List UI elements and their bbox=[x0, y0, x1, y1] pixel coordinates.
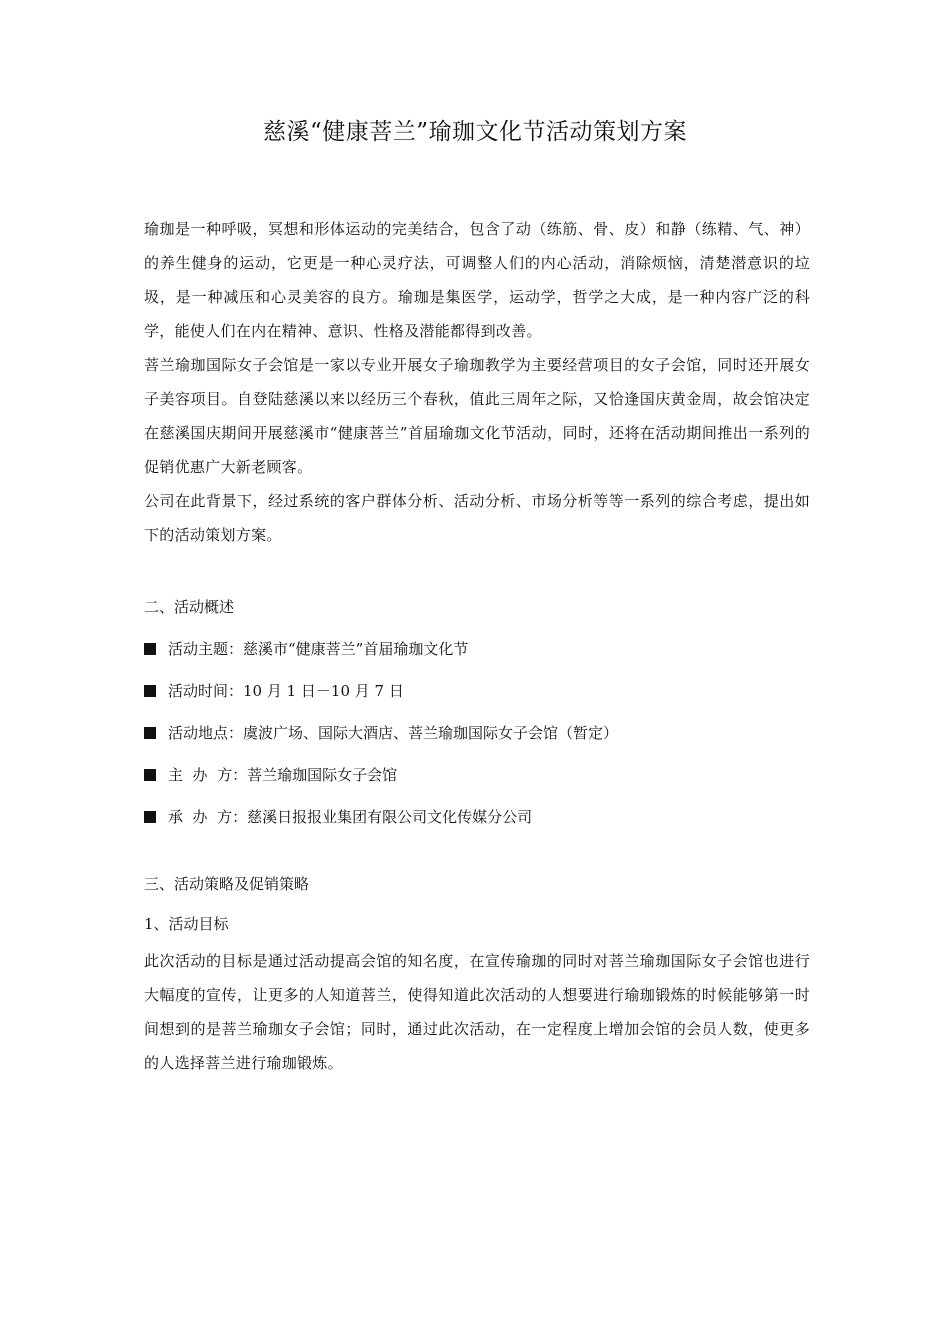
bullet-text: 承 办 方：慈溪日报报业集团有限公司文化传媒分公司 bbox=[168, 808, 533, 826]
document-body bbox=[144, 212, 810, 1080]
bullet-text: 活动主题：慈溪市“健康菩兰”首届瑜珈文化节 bbox=[168, 640, 469, 658]
section-gap bbox=[144, 552, 810, 590]
overview-bullet-organizer bbox=[144, 754, 810, 796]
section-3-paragraph: 此次活动的目标是通过活动提高会馆的知名度，在宣传瑜珈的同时对菩兰瑜珈国际女子会馆也进行大幅度的宣传，让更多的人知道菩兰，使得知道此次活动的人想要进行瑜珈锻炼的时候能够第一时间想到的是菩兰瑜珈女子会馆；同时，通过此次活动，在一定程度上增加会馆的会员人数，使更多的人选择菩兰进行瑜珈锻炼。 bbox=[144, 952, 810, 1072]
bullet-text: 主 办 方：菩兰瑜珈国际女子会馆 bbox=[168, 766, 398, 784]
overview-bullet-coorganizer bbox=[144, 796, 810, 838]
square-bullet-icon bbox=[144, 811, 156, 823]
bullet-text: 活动时间：10 月 1 日－10 月 7 日 bbox=[168, 682, 404, 700]
document-title: 慈溪“健康菩兰”瑜珈文化节活动策划方案 bbox=[262, 119, 688, 145]
square-bullet-icon bbox=[144, 643, 156, 655]
overview-bullet-theme bbox=[144, 628, 810, 670]
section-2-heading: 二、活动概述 bbox=[144, 598, 235, 616]
overview-bullet-list bbox=[144, 628, 810, 838]
square-bullet-icon bbox=[144, 769, 156, 781]
intro-paragraph-2: 菩兰瑜珈国际女子会馆是一家以专业开展女子瑜珈教学为主要经营项目的女子会馆，同时还开展女子美容项目。自登陆慈溪以来以经历三个春秋，值此三周年之际，又恰逢国庆黄金周，故会馆决定在慈溪国庆期间开展慈溪市“健康菩兰”首届瑜珈文化节活动，同时，还将在活动期间推出一系列的促销优惠广大新老顾客。 bbox=[144, 356, 810, 476]
section-3-subheading: 1、活动目标 bbox=[144, 915, 229, 933]
intro-paragraph-1: 瑜珈是一种呼吸，冥想和形体运动的完美结合，包含了动（练筋、骨、皮）和静（练精、气、神）的养生健身的运动，它更是一种心灵疗法，可调整人们的内心活动，消除烦恼，清楚潜意识的垃圾，是一种减压和心灵美容的良方。瑜珈是集医学，运动学，哲学之大成，是一种内容广泛的科学，能使人们在内在精神、意识、性格及潜能都得到改善。 bbox=[144, 220, 810, 340]
overview-bullet-time bbox=[144, 670, 810, 712]
square-bullet-icon bbox=[144, 685, 156, 697]
section-gap bbox=[144, 838, 810, 864]
bullet-text: 活动地点：虞波广场、国际大酒店、菩兰瑜珈国际女子会馆（暂定） bbox=[168, 724, 619, 742]
square-bullet-icon bbox=[144, 727, 156, 739]
intro-paragraph-3: 公司在此背景下，经过系统的客户群体分析、活动分析、市场分析等等一系列的综合考虑，提出如下的活动策划方案。 bbox=[144, 492, 810, 544]
section-3-heading: 三、活动策略及促销策略 bbox=[144, 875, 310, 893]
overview-bullet-location bbox=[144, 712, 810, 754]
